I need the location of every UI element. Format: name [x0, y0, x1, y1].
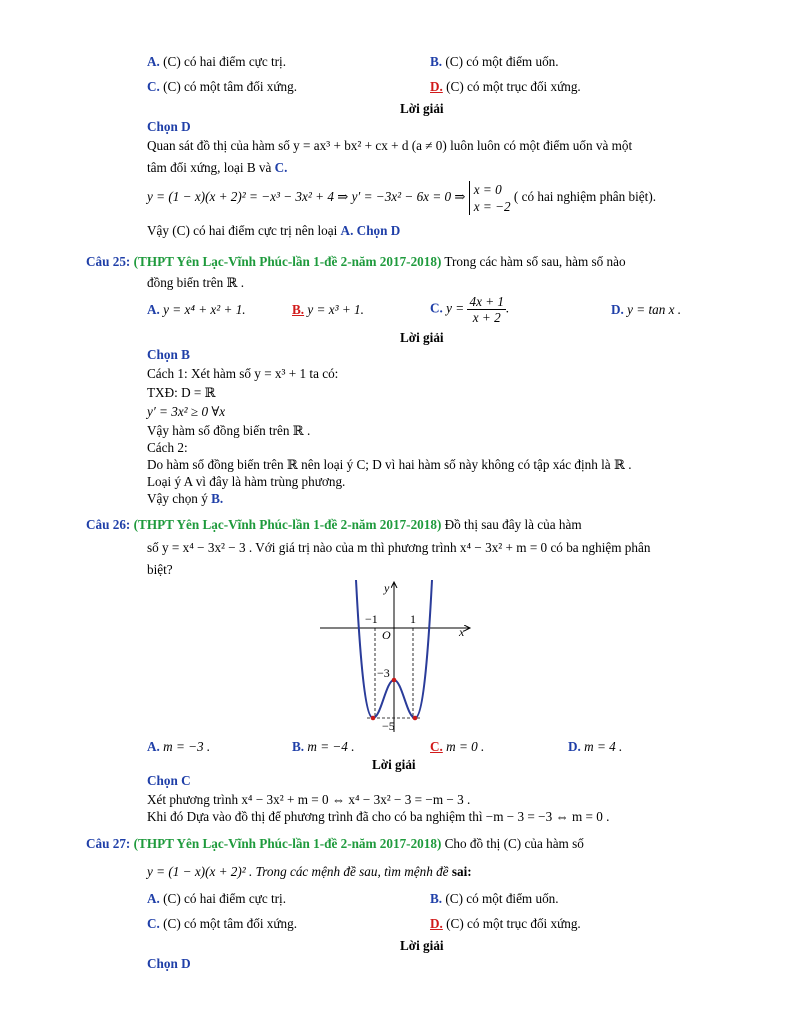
solution-text: Xét phương trình x⁴ − 3x² + m = 0 ⇔ x⁴ − 3x² − 3 = −m − 3 .: [147, 792, 471, 807]
question-source: (THPT Yên Lạc-Vĩnh Phúc-lần 1-đề 2-năm 2017-2018): [133, 254, 442, 269]
solution-text: Cách 1: Xét hàm số y = x³ + 1 ta có:: [147, 366, 339, 381]
option-label: C.: [147, 79, 160, 94]
point-min-right: [413, 716, 418, 721]
conclusion: Vậy (C) có hai điểm cực trị nên loại A. Chọn D: [147, 223, 401, 238]
tick-label: −5: [382, 719, 395, 733]
question-label: Câu 26:: [86, 517, 131, 532]
answer-line: Chọn D: [147, 956, 191, 971]
option-label-correct: C.: [430, 739, 443, 754]
solution-text: Loại ý A vì đây là hàm trùng phương.: [147, 474, 346, 489]
solution-heading: Lời giải: [400, 330, 444, 345]
option-label: A.: [147, 54, 160, 69]
fraction: $\frac{4x + 1}{x + 2}$: [469, 294, 505, 325]
equation-system: x = 0 x = −2: [469, 181, 511, 215]
tick-label: 1: [410, 612, 416, 626]
option-a: A. y = x⁴ + x² + 1.: [147, 302, 246, 317]
option-label-correct: B.: [292, 302, 305, 317]
answer-line: Chọn C: [147, 773, 191, 788]
solution-text: tâm đối xứng, loại B và C.: [147, 160, 288, 175]
option-c: C. (C) có một tâm đối xứng.: [147, 916, 298, 931]
option-text: (C) có một tâm đối xứng.: [163, 79, 298, 94]
question-source: (THPT Yên Lạc-Vĩnh Phúc-lần 1-đề 2-năm 2017-2018): [133, 836, 442, 851]
option-c: C. y = $\frac{4x + 1}{x + 2}$ .: [430, 294, 510, 325]
option-label: B.: [430, 54, 443, 69]
solution-text: TXĐ: D = ℝ: [147, 385, 216, 400]
solution-heading: Lời giải: [400, 101, 444, 116]
option-d: D. y = tan x .: [611, 302, 682, 317]
tick-label: −1: [365, 612, 378, 626]
option-a: A. (C) có hai điểm cực trị.: [147, 891, 286, 906]
option-text: (C) có một điểm uốn.: [445, 54, 559, 69]
solution-text: Do hàm số đồng biến trên ℝ nên loại ý C; D vì hai hàm số này không có tập xác định là ℝ .: [147, 457, 632, 472]
function-graph: [318, 578, 474, 734]
question-25-stem: Câu 25: (THPT Yên Lạc-Vĩnh Phúc-lần 1-đề 2-năm 2017-2018) Trong các hàm số sau, hàm số nào: [86, 254, 626, 269]
solution-equation: y = (1 − x)(x + 2)² = −x³ − 3x² + 4 ⇒ y′ = −3x² − 6x = 0 ⇒ x = 0 x = −2 ( có hai nghiệm phân biệt).: [147, 181, 657, 214]
option-d: D. (C) có một trục đối xứng.: [430, 916, 581, 931]
y-axis-label: y: [384, 581, 390, 595]
option-b: B. m = −4 .: [292, 739, 355, 754]
question-label: Câu 27:: [86, 836, 131, 851]
option-b: B. y = x³ + 1.: [292, 302, 364, 317]
question-label: Câu 25:: [86, 254, 131, 269]
solution-heading: Lời giải: [400, 938, 444, 953]
origin-label: O: [382, 628, 391, 642]
question-stem-cont: biệt?: [147, 562, 173, 577]
answer-line: Chọn B: [147, 347, 190, 362]
question-26-stem: Câu 26: (THPT Yên Lạc-Vĩnh Phúc-lần 1-đề 2-năm 2017-2018) Đồ thị sau đây là của hàm: [86, 517, 582, 532]
point-local-max: [392, 678, 397, 683]
option-text: (C) có một trục đối xứng.: [446, 79, 581, 94]
solution-text: Quan sát đồ thị của hàm số y = ax³ + bx² + cx + d (a ≠ 0) luôn luôn có một điểm uốn và một: [147, 138, 633, 153]
option-label-correct: D.: [430, 916, 443, 931]
answer-line: Chọn D: [147, 119, 191, 134]
option-c: C. m = 0 .: [430, 739, 485, 754]
solution-text: Vậy hàm số đồng biến trên ℝ .: [147, 423, 311, 438]
question-27-stem: Câu 27: (THPT Yên Lạc-Vĩnh Phúc-lần 1-đề 2-năm 2017-2018) Cho đồ thị (C) của hàm số: [86, 836, 584, 851]
question-source: (THPT Yên Lạc-Vĩnh Phúc-lần 1-đề 2-năm 2017-2018): [133, 517, 442, 532]
tick-label: −3: [377, 666, 390, 680]
option-text: (C) có hai điểm cực trị.: [163, 54, 286, 69]
option-a: [147, 54, 286, 70]
solution-text: Cách 2:: [147, 440, 188, 455]
x-axis-label: x: [459, 625, 465, 639]
option-b: [430, 54, 559, 70]
solution-text: Khi đó Dựa vào đồ thị để phương trình đã cho có ba nghiệm thì −m − 3 = −3 ⇔ m = 0 .: [147, 809, 610, 824]
option-a: A. m = −3 .: [147, 739, 211, 754]
question-stem-cont: số y = x⁴ − 3x² − 3 . Với giá trị nào của m thì phương trình x⁴ − 3x² + m = 0 có ba nghiệm phân: [147, 540, 651, 555]
option-label-correct: D.: [430, 79, 443, 94]
option-c: [147, 79, 297, 95]
option-d: [430, 79, 581, 95]
question-stem-cont: y = (1 − x)(x + 2)² . Trong các mệnh đề sau, tìm mệnh đề sai:: [147, 864, 472, 879]
option-d: D. m = 4 .: [568, 739, 623, 754]
solution-text: Vậy chọn ý B.: [147, 491, 224, 506]
point-min-left: [371, 716, 376, 721]
option-b: B. (C) có một điểm uốn.: [430, 891, 559, 906]
question-stem-cont: đồng biến trên ℝ .: [147, 275, 245, 290]
solution-heading: Lời giải: [372, 757, 416, 772]
solution-text: y′ = 3x² ≥ 0 ∀x: [147, 404, 226, 419]
